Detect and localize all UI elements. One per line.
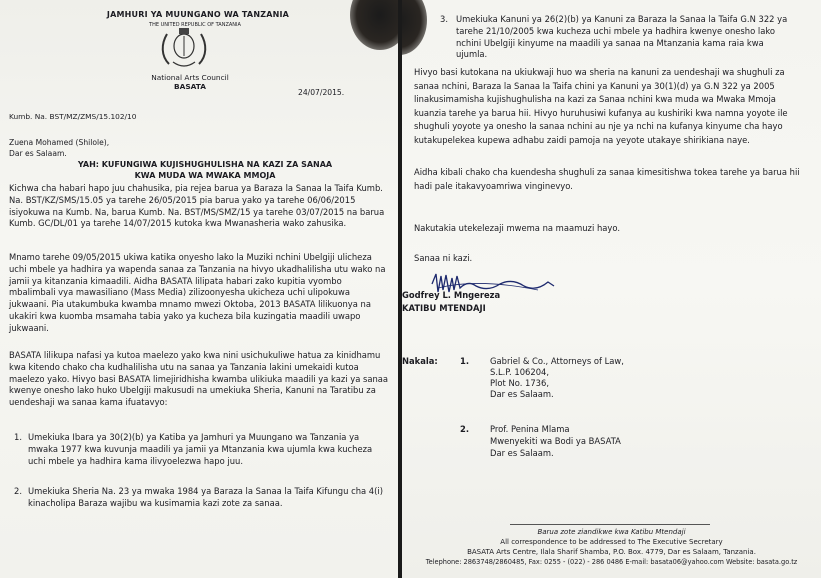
coat-of-arms-emblem [155,26,213,70]
copy-number: 1. [460,356,470,366]
item-number: 1. [14,432,22,442]
addressee-city: Dar es Salaam. [9,149,67,158]
copies-label: Nakala: [402,356,438,366]
copy-recipient-line: Prof. Penina Mlama [490,424,570,434]
footer-line: BASATA Arts Centre, Ilala Sharif Shamba, P.O. Box. 4779, Dar es Salaam, Tanzania. [467,548,756,556]
footer-line: All correspondence to be addressed to The Executive Secretary [500,538,723,546]
paragraph-violations-intro: BASATA lilikupa nafasi ya kutoa maelezo yako kwa nini usichukuliwe hatua za kinidhamu kwa kitendo chako cha kudhalilisha utu na sanaa ya Tanzania lakini umekaidi kutoa maelezo yako. Hivyo basi BASATA limejiridhisha kwamba ulikiuka maadili ya kazi ya sanaa kwenye onesho lako huko Ubelgiji makusudi na umekiuka Sheria, Kanuni na Taratibu za uendeshaji wa sanaa kama ifuatavyo: [9,350,389,408]
letter-page-1 [0,0,398,578]
copy-recipient-line: Dar es Salaam. [490,448,554,458]
copy-number: 2. [460,424,470,434]
subject-line-1: YAH: KUFUNGIWA KUJISHUGHULISHA NA KAZI ZA SANAA [77,160,333,169]
republic-title: JAMHURI YA MUUNGANO WA TANZANIA [106,10,290,19]
footer-contact-line: Telephone: 2863748/2860485, Fax: 0255 - (022) - 286 0486 E-mail: basata06@yahoo.com Website: basata.go.tz [425,558,798,566]
page-shadow [350,0,398,50]
letter-date: 24/07/2015. [298,88,345,97]
closing-phrase: Sanaa ni kazi. [414,253,473,263]
paragraph-reference: Kichwa cha habari hapo juu chahusika, pia rejea barua ya Baraza la Sanaa la Taifa Kumb. Na. BST/KZ/SMS/15.05 ya tarehe 26/05/2015 pia barua yako ya tarehe 06/06/2015 isiyokuwa na Kumb. Na, barua Kumb. Na. BST/MS/SMZ/15 ya tarehe 03/07/2015 na barua Kumb. GC/DL/01 ya tarehe 14/07/2015 kutoka kwa Mwanasheria wako zahusika. [9,183,385,229]
page-shadow [402,0,427,55]
subject-line-2: KWA MUDA WA MWAKA MMOJA [134,171,276,180]
footer-line: Barua zote ziandikwe kwa Katibu Mtendaji [537,528,686,536]
addressee-name: Zuena Mohamed (Shilole), [9,138,110,147]
paragraph-permit-suspended: Aidha kibali chako cha kuendesha shughuli za sanaa kimesitishwa tokea tarehe ya barua hii hadi pale itakavyoamriwa vinginevyo. [414,167,800,191]
republic-subtitle: THE UNITED REPUBLIC OF TANZANIA [149,22,241,28]
letter-page-2 [402,0,821,578]
paragraph-incident: Mnamo tarehe 09/05/2015 ukiwa katika onyesho lako la Muziki nchini Ubelgiji ulicheza uchi mbele ya hadhira ya wapenda sanaa za Tanzania na hivyo ukadhalilisha utu wako na jamii ya kitanzania kimaadili. Aidha BASATA lilipata habari zako kupitia vyombo mbalimbali vya mawasiliano (Mass Media) zilizoonyesha ukicheza uchi ulipokuwa jukwaani. Pia utakumbuka kwamba mnamo mwezi Oktoba, 2013 BASATA lilikuonya na ukakiri kwa kuomba msamaha tabia yako ya kucheza bila kuzingatia maadili uwapo jukwaani. [9,252,386,333]
item-number: 2. [14,486,22,496]
paragraph-closing-wish: Nakutakia utekelezaji mwema na maamuzi hayo. [414,223,620,233]
signatory-name: Godfrey L. Mngereza [402,290,501,300]
reference-number: Kumb. Na. BST/MZ/ZMS/15.102/10 [9,112,137,121]
item-number: 3. [440,14,448,24]
violation-item: Umekiuka Ibara ya 30(2)(b) ya Katiba ya Jamhuri ya Muungano wa Tanzania ya mwaka 1977 kwa kuvunja maadili ya jamii ya Mtanzania kwa ujumla kwa kucheza uchi mbele ya hadhira kama ilivyoelezwa hapo juu. [28,432,373,466]
violation-item: Umekiuka Sheria Na. 23 ya mwaka 1984 ya Baraza la Sanaa la Taifa Kifungu cha 4(i) kinacholipa Baraza wajibu wa kusimamia kazi zote za sanaa. [28,486,383,508]
copy-recipient-line: Dar es Salaam. [490,389,554,399]
copy-recipient-line: Mwenyekiti wa Bodi ya BASATA [490,436,621,446]
footer-divider [510,524,710,525]
violation-item: Umekiuka Kanuni ya 26(2)(b) ya Kanuni za Baraza la Sanaa la Taifa G.N 322 ya tarehe 21/10/2005 kwa kucheza uchi mbele ya hadhira kwenye onesho lako nchini Ubelgiji kinyume na maadili ya sanaa na Mtanzania kama raia kwa ujumla. [456,14,788,60]
signatory-title: KATIBU MTENDAJI [402,303,486,313]
council-name: National Arts Council [151,73,229,82]
paragraph-suspension: Hivyo basi kutokana na ukiukwaji huo wa sheria na kanuni za uendeshaji wa shughuli za sanaa nchini, Baraza la Sanaa la Taifa chini ya Kanuni ya 30(1)(d) ya G.N 322 ya 2005 linakusimamisha kujishughulisha na kazi za Sanaa nchini kwa muda wa Mwaka Mmoja kuanzia tarehe ya barua hii. Hivyo huruhusiwi kufanya au kushiriki kwa namna yoyote ile shughuli yoyote ya onesho la sanaa nchini au nje ya nchi na kufanya kinyume cha hayo kutakupelekea kupewa adhabu zaidi pamoja na yeyote utakaye shirikiana naye. [414,67,788,145]
council-abbr: BASATA [173,82,206,91]
copy-recipient-line: Plot No. 1736, [490,378,549,388]
copy-recipient-line: S.L.P. 106204, [490,367,550,377]
copy-recipient-line: Gabriel & Co., Attorneys of Law, [490,356,624,366]
